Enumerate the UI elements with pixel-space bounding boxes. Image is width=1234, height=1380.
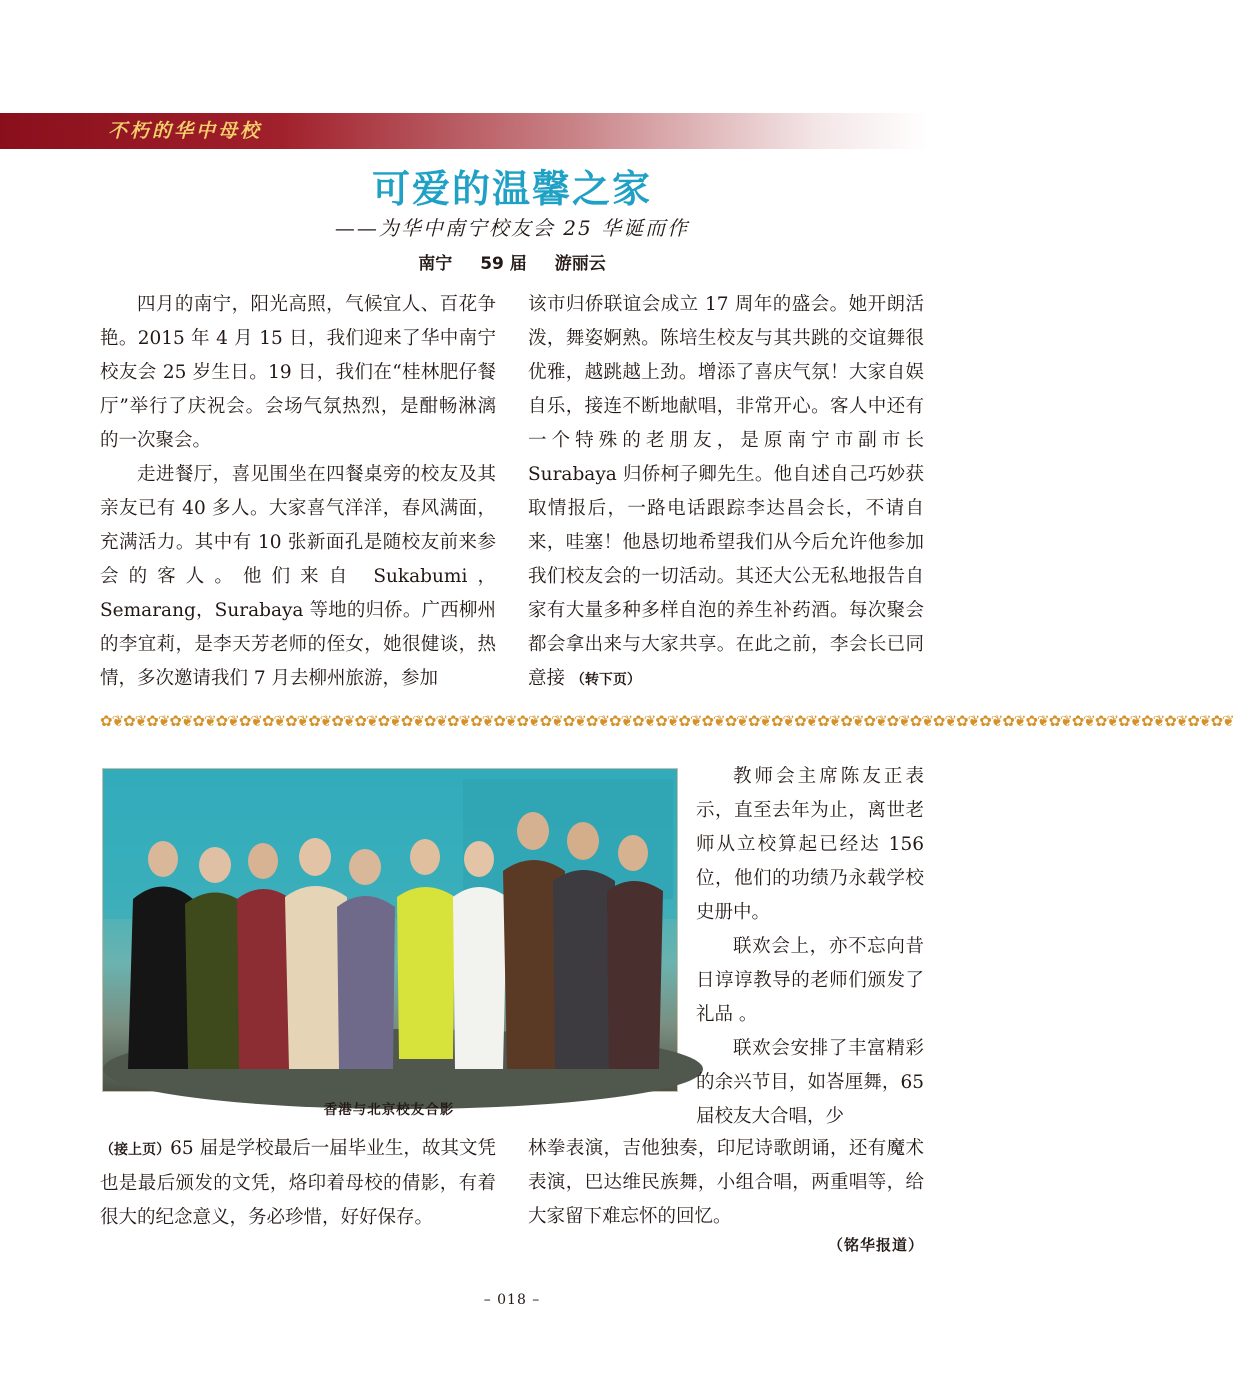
paragraph: 教师会主席陈友正表示，直至去年为止，离世老师从立校算起已经达 156 位，他们的功绩乃永载学校史册中。	[696, 766, 924, 923]
byline-place: 南宁	[418, 254, 453, 274]
group-photo-illustration	[103, 769, 677, 1091]
lower-right-column	[528, 1132, 924, 1234]
byline-author: 游丽云	[554, 254, 606, 274]
paragraph: 联欢会安排了丰富精彩的余兴节目，如峇厘舞，65 届校友大合唱，少	[696, 1038, 924, 1127]
paragraph: 65 届是学校最后一届毕业生，故其文凭也是最后颁发的文凭，烙印着母校的倩影，有着很大的纪念意义，务必珍惜，好好保存。	[100, 1138, 496, 1228]
page-number: – 018 –	[483, 1292, 541, 1308]
photo-caption: 香港与北京校友合影	[323, 1102, 455, 1118]
paragraph: 四月的南宁，阳光高照，气候宜人、百花争艳。2015 年 4 月 15 日，我们迎来了华中南宁校友会 25 岁生日。19 日，我们在“桂林肥仔餐厅”举行了庆祝会。会场气氛热烈，是酣畅淋漓的一次聚会。	[100, 294, 496, 451]
paragraph: 走进餐厅，喜见围坐在四餐桌旁的校友及其亲友已有 40 多人。大家喜气洋洋，春风满面，充满活力。其中有 10 张新面孔是随校友前来参会的客人。他们来自 Sukabumi，Semarang，Surabaya 等地的归侨。广西柳州的李宜莉，是李天芳老师的侄女，她很健谈，热情，多次邀请我们 7 月去柳州旅游，参加	[100, 464, 496, 689]
paragraph: 林拳表演，吉他独奏，印尼诗歌朗诵，还有魔术表演，巴达维民族舞，小组合唱，两重唱等，给大家留下难忘怀的回忆。	[528, 1138, 924, 1227]
byline	[0, 249, 1024, 274]
article-subtitle: ——为华中南宁校友会 25 华诞而作	[334, 216, 690, 240]
byline-class: 59 届	[480, 254, 527, 274]
lower-left-column	[100, 1132, 496, 1235]
group-photo	[102, 768, 678, 1092]
paragraph: 该市归侨联谊会成立 17 周年的盛会。她开朗活泼，舞姿婀熟。陈培生校友与其共跳的交谊舞很优雅，越跳越上劲。增添了喜庆气氛！大家自娱自乐，接连不断地献唱，非常开心。客人中还有一个特殊的老朋友，是原南宁市副市长 Surabaya 归侨柯子卿先生。他自述自己巧妙获取情报后，一路电话跟踪李达昌会长，不请自来，哇塞！他恳切地希望我们从今后允许他参加我们校友会的一切活动。其还大公无私地报告自家有大量多种多样自泡的养生补药酒。每次聚会都会拿出来与大家共享。在此之前，李会长已同意接	[528, 294, 924, 689]
ornamental-divider: ✿❦✿❦✿❦✿❦✿❦✿❦✿❦✿❦✿❦✿❦✿❦✿❦✿❦✿❦✿❦✿❦✿❦✿❦✿❦✿❦✿❦✿❦✿❦✿❦✿❦✿❦✿❦✿❦✿❦✿❦✿❦✿❦✿❦✿❦✿❦✿❦✿❦✿❦✿❦✿❦✿❦✿❦✿❦✿❦✿❦✿❦✿❦✿❦✿❦	[100, 712, 1234, 730]
side-column	[696, 760, 924, 1134]
continued-note: （转下页）	[570, 672, 641, 688]
paragraph: 联欢会上，亦不忘向昔日谆谆教导的老师们颁发了礼品 。	[696, 936, 924, 1025]
article-left-column	[100, 288, 496, 696]
source-credit: （铭华报道）	[827, 1236, 924, 1254]
article-right-column	[528, 288, 924, 697]
article-title: 可爱的温馨之家	[371, 167, 652, 211]
continued-from: （接上页）	[100, 1142, 171, 1158]
section-label: 不朽的华中母校	[108, 120, 263, 142]
